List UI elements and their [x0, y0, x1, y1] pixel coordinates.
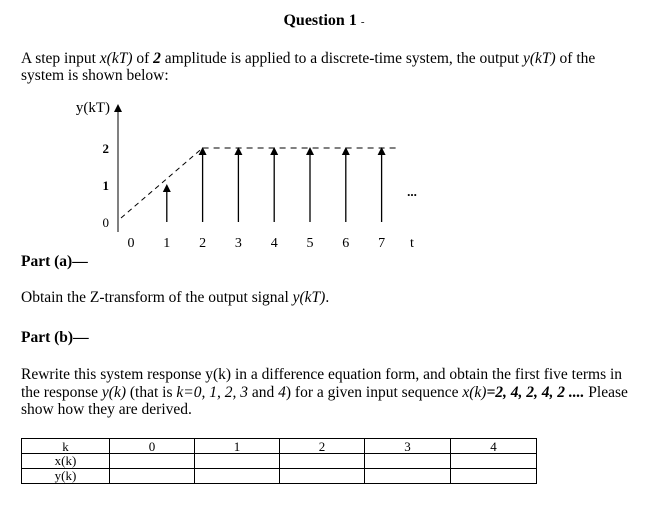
table-cell: 0 — [110, 439, 195, 454]
table-cell: 1 — [195, 439, 280, 454]
table-row-k — [22, 439, 537, 454]
table-cell: 2 — [280, 439, 365, 454]
stem-arrow-head — [163, 184, 171, 192]
table-cell[interactable] — [195, 469, 280, 484]
continuation-dots: ... — [407, 184, 417, 199]
table-cell: x(k) — [22, 454, 110, 469]
ramp-dashed-line — [121, 148, 203, 218]
table-cell[interactable] — [110, 454, 195, 469]
x-tick-label: 5 — [306, 236, 314, 251]
x-axis-label: t — [410, 236, 414, 251]
x-tick-label: 4 — [270, 236, 278, 251]
table-row-xk — [22, 454, 537, 469]
x-tick-label: 7 — [378, 236, 386, 251]
x-tick-label: 1 — [163, 236, 171, 251]
table-cell: k — [22, 439, 110, 454]
y-tick-label: 1 — [102, 178, 109, 193]
part-a-heading: Part (a)— — [21, 253, 88, 270]
x-tick-label: 6 — [342, 236, 350, 251]
table-cell[interactable] — [110, 469, 195, 484]
table-cell: 4 — [451, 439, 537, 454]
table-cell[interactable] — [280, 454, 365, 469]
x-tick-label: 3 — [234, 236, 242, 251]
table-cell[interactable] — [195, 454, 280, 469]
y-tick-label: 0 — [102, 215, 109, 230]
table-row-yk — [22, 469, 537, 484]
table-cell[interactable] — [280, 469, 365, 484]
x-tick-label: 0 — [127, 236, 135, 251]
table-cell: 3 — [365, 439, 451, 454]
y-axis-label: y(kT) — [75, 100, 110, 116]
table-cell[interactable] — [451, 469, 537, 484]
part-a-text: Obtain the Z-transform of the output signal y(kT). — [21, 289, 330, 306]
table-cell[interactable] — [451, 454, 537, 469]
response-table — [21, 438, 537, 484]
intro-paragraph: A step input x(kT) of 2 amplitude is applied to a discrete-time system, the output y(kT) of the system is shown below: — [21, 50, 596, 84]
question-title: Question 1 - — [283, 12, 365, 29]
x-tick-label: 2 — [199, 236, 207, 251]
y-tick-label: 2 — [102, 141, 109, 156]
part-b-text: Rewrite this system response y(k) in a difference equation form, and obtain the first five terms in the response y(k) (that is k=0, 1, 2, 3 and 4) for a given input sequence x(k)=2, 4, 2, 4, 2 .... Please show how they are derived. — [21, 366, 628, 418]
table-cell[interactable] — [365, 469, 451, 484]
table-cell: y(k) — [22, 469, 110, 484]
table-cell[interactable] — [365, 454, 451, 469]
part-b-heading: Part (b)— — [21, 329, 89, 346]
